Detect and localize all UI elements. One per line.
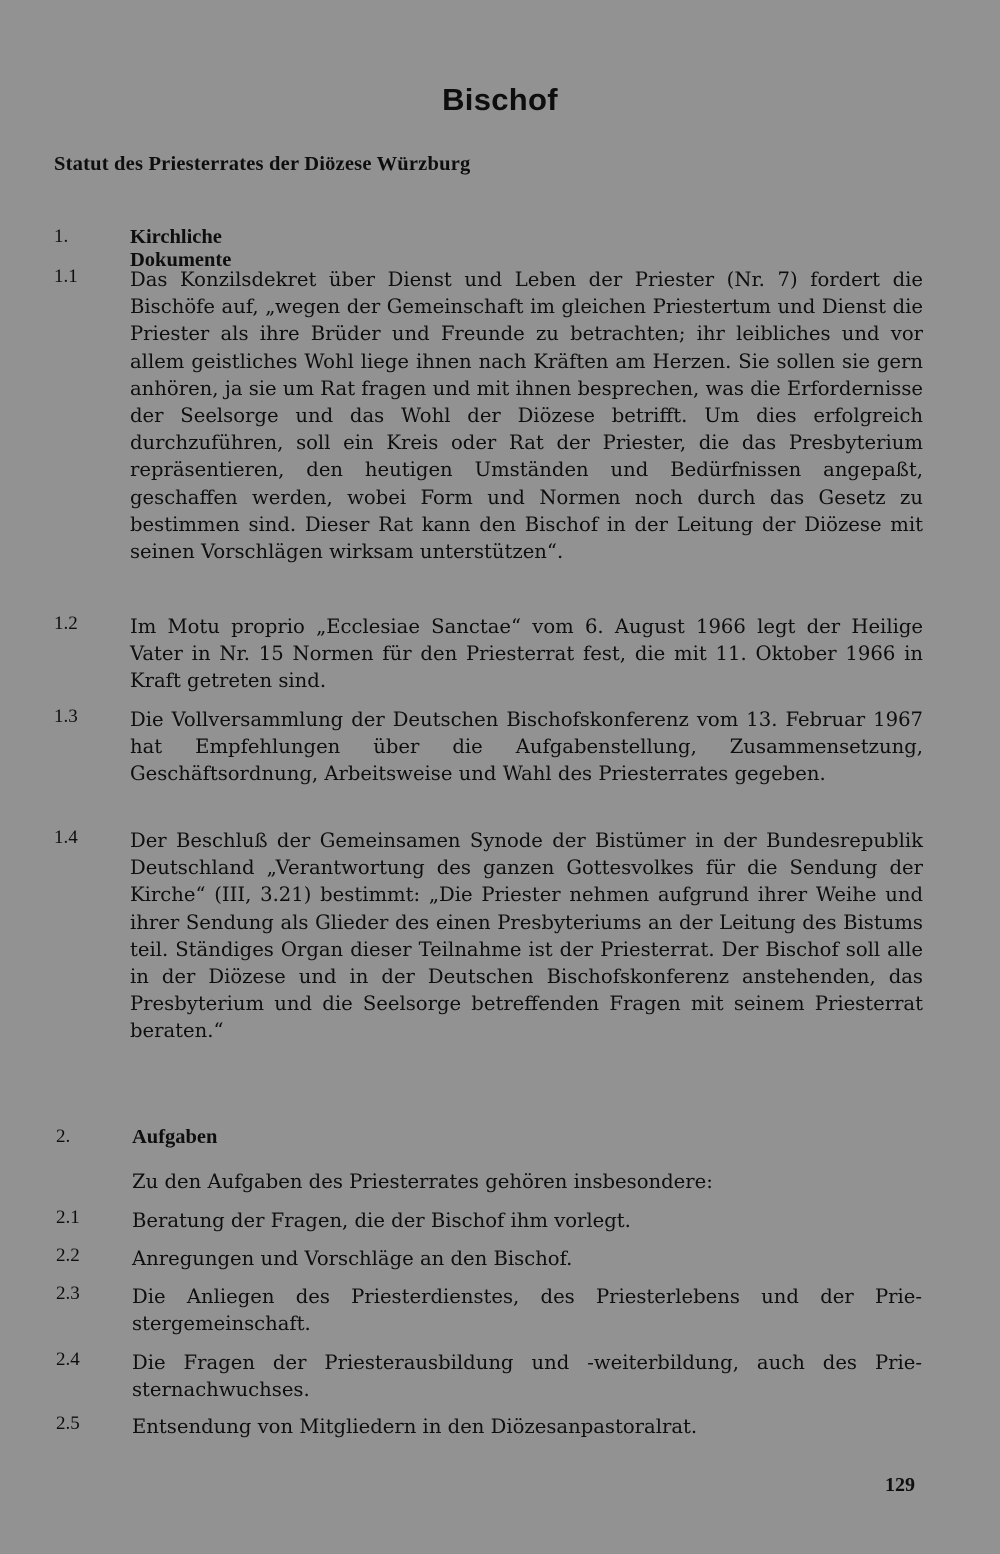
paragraph-text: Das Konzilsdekret über Dienst und Leben der Priester (Nr. 7) fordert die Bischöfe auf, „wegen der Gemeinschaft im gleichen Priestertum und Dienst die Priester als ihre Brüder und Freunde zu betrachten; ihr leibliches und vor allem geistliches Wohl liege ihnen nach Kräften am Herzen. Sie sollen sie gern anhören, ja sie um Rat fragen und mit ihnen besprechen, was die Erfordernisse der Seelsorge und das Wohl der Diözese betrifft. Um dies erfolgreich durchzuführen, soll ein Kreis oder Rat der Priester, die das Presbyterium repräsentieren, den heutigen Umständen und Bedürfnissen angepaßt, geschaffen werden, wobei Form und Normen noch durch das Gesetz zu bestimmen sind. Dieser Rat kann den Bischof in der Leitung der Diözese mit seinen Vorschlägen wirksam unterstützen“.	[130, 268, 924, 564]
section-title: Aufgaben	[132, 1126, 218, 1148]
section-number: 1.	[54, 226, 69, 247]
list-item-number: 2.5	[56, 1413, 80, 1434]
section-title: Kirchliche Dokumente	[130, 226, 232, 271]
intro-text: Zu den Aufgaben des Priesterrates gehören insbesondere:	[132, 1170, 713, 1193]
list-item-number: 2.4	[56, 1349, 80, 1370]
paragraph-number: 1.4	[54, 827, 78, 848]
list-item-text: Beratung der Fragen, die der Bischof ihm vorlegt.	[132, 1209, 631, 1232]
list-item-text: Anregungen und Vorschläge an den Bischof.	[132, 1247, 573, 1270]
paragraph-text: Die Vollversammlung der Deutschen Bischofskonferenz vom 13. Februar 1967 hat Empfehlungen über die Aufgabenstellung, Zusammensetzung, Geschäftsordnung, Arbeitsweise und Wahl des Priesterrates gegeben.	[130, 708, 923, 786]
list-item-number: 2.3	[56, 1283, 80, 1304]
list-item-number: 2.1	[56, 1207, 80, 1228]
paragraph-number: 1.3	[54, 706, 78, 727]
paragraph-text: Im Motu proprio „Ecclesiae Sanctae“ vom 6. August 1966 legt der Heilige Vater in Nr. 15 Normen für den Priesterrat fest, die mit 11. Oktober 1966 in Kraft getreten sind.	[130, 615, 923, 693]
paragraph-text: Der Beschluß der Gemeinsamen Synode der Bistümer in der Bundesrepublik Deutschland „Verantwortung des ganzen Gottesvolkes für die Sendung der Kirche“ (III, 3.21) bestimmt: „Die Priester nehmen aufgrund ihrer Weihe und ihrer Sendung als Glieder des einen Presbyteriums an der Leitung des Bistums teil. Ständiges Organ dieser Teilnahme ist der Priesterrat. Der Bischof soll alle in der Diözese und in der Deutschen Bischofskonferenz anstehenden, das Presbyterium und die Seelsorge betreffenden Fragen mit seinem Priesterrat beraten.“	[130, 829, 923, 1043]
page-number: 129	[885, 1474, 915, 1496]
document-title: Statut des Priesterrates der Diözese Würzburg	[54, 153, 471, 175]
page-header: Bischof	[442, 82, 558, 117]
list-item-text: Die Anliegen des Priesterdienstes, des Priesterlebens und der Priestergemeinschaft.	[132, 1285, 922, 1336]
list-item-number: 2.2	[56, 1245, 80, 1266]
list-item-text: Die Fragen der Priesterausbildung und -weiterbildung, auch des Priesternachwuchses.	[132, 1351, 922, 1402]
section-number: 2.	[56, 1126, 71, 1147]
list-item-text: Entsendung von Mitgliedern in den Diözesanpastoralrat.	[132, 1415, 698, 1438]
paragraph-number: 1.2	[54, 613, 78, 634]
paragraph-number: 1.1	[54, 266, 78, 287]
